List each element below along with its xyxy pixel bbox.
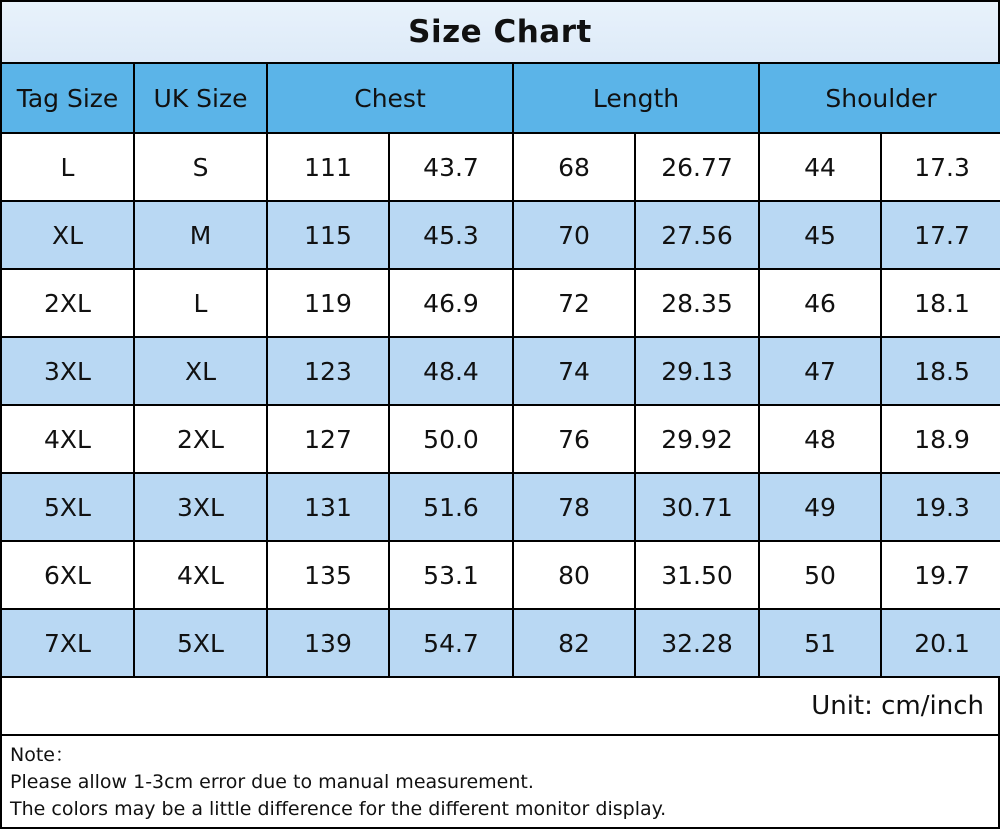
- cell-shoulder-in: 19.7: [881, 541, 1000, 609]
- cell-length-cm: 70: [513, 201, 635, 269]
- cell-length-in: 27.56: [635, 201, 759, 269]
- table-row: [1, 201, 1000, 269]
- cell-uk-size: 2XL: [134, 405, 267, 473]
- cell-uk-size: S: [134, 133, 267, 201]
- cell-tag-size: 6XL: [1, 541, 134, 609]
- cell-tag-size: 7XL: [1, 609, 134, 677]
- cell-chest-in: 51.6: [389, 473, 513, 541]
- cell-length-cm: 82: [513, 609, 635, 677]
- table-header: [1, 63, 1000, 133]
- table-header-row: [1, 63, 1000, 133]
- cell-tag-size: 3XL: [1, 337, 134, 405]
- cell-uk-size: XL: [134, 337, 267, 405]
- cell-uk-size: 3XL: [134, 473, 267, 541]
- cell-chest-in: 45.3: [389, 201, 513, 269]
- cell-chest-cm: 139: [267, 609, 389, 677]
- cell-chest-cm: 135: [267, 541, 389, 609]
- cell-uk-size: 4XL: [134, 541, 267, 609]
- cell-shoulder-in: 18.9: [881, 405, 1000, 473]
- cell-shoulder-in: 18.1: [881, 269, 1000, 337]
- table-row: [1, 541, 1000, 609]
- column-header-shoulder: Shoulder: [759, 63, 1000, 133]
- unit-band: [0, 678, 1000, 736]
- cell-length-cm: 74: [513, 337, 635, 405]
- cell-chest-in: 50.0: [389, 405, 513, 473]
- cell-length-in: 26.77: [635, 133, 759, 201]
- cell-shoulder-in: 19.3: [881, 473, 1000, 541]
- column-header-tag-size: Tag Size: [1, 63, 134, 133]
- cell-length-in: 32.28: [635, 609, 759, 677]
- cell-shoulder-cm: 51: [759, 609, 881, 677]
- column-header-chest: Chest: [267, 63, 513, 133]
- cell-shoulder-in: 18.5: [881, 337, 1000, 405]
- table-row: [1, 133, 1000, 201]
- cell-chest-cm: 127: [267, 405, 389, 473]
- column-header-length: Length: [513, 63, 759, 133]
- cell-shoulder-cm: 45: [759, 201, 881, 269]
- column-header-uk-size: UK Size: [134, 63, 267, 133]
- table-body: [1, 133, 1000, 677]
- cell-tag-size: 4XL: [1, 405, 134, 473]
- cell-tag-size: 2XL: [1, 269, 134, 337]
- note-line-color: The colors may be a little difference for the different monitor display.: [10, 798, 667, 820]
- cell-length-cm: 76: [513, 405, 635, 473]
- cell-tag-size: XL: [1, 201, 134, 269]
- note-heading: Note：: [10, 744, 74, 766]
- cell-shoulder-cm: 46: [759, 269, 881, 337]
- cell-shoulder-cm: 48: [759, 405, 881, 473]
- cell-chest-cm: 115: [267, 201, 389, 269]
- cell-shoulder-cm: 44: [759, 133, 881, 201]
- cell-length-cm: 80: [513, 541, 635, 609]
- cell-chest-in: 48.4: [389, 337, 513, 405]
- cell-length-in: 31.50: [635, 541, 759, 609]
- cell-shoulder-in: 20.1: [881, 609, 1000, 677]
- cell-chest-cm: 131: [267, 473, 389, 541]
- cell-length-in: 30.71: [635, 473, 759, 541]
- note-line-measurement: Please allow 1-3cm error due to manual measurement.: [10, 771, 534, 793]
- table-row: [1, 405, 1000, 473]
- unit-label: Unit: cm/inch: [811, 691, 984, 721]
- table-row: [1, 269, 1000, 337]
- cell-length-cm: 78: [513, 473, 635, 541]
- cell-shoulder-cm: 49: [759, 473, 881, 541]
- cell-shoulder-in: 17.7: [881, 201, 1000, 269]
- size-chart-table: [0, 62, 1000, 678]
- cell-length-in: 29.92: [635, 405, 759, 473]
- cell-uk-size: L: [134, 269, 267, 337]
- cell-length-in: 28.35: [635, 269, 759, 337]
- cell-shoulder-in: 17.3: [881, 133, 1000, 201]
- cell-chest-cm: 123: [267, 337, 389, 405]
- cell-chest-cm: 111: [267, 133, 389, 201]
- cell-shoulder-cm: 50: [759, 541, 881, 609]
- cell-length-cm: 68: [513, 133, 635, 201]
- cell-length-in: 29.13: [635, 337, 759, 405]
- table-row: [1, 609, 1000, 677]
- cell-tag-size: L: [1, 133, 134, 201]
- chart-title-band: [0, 0, 1000, 62]
- cell-chest-in: 43.7: [389, 133, 513, 201]
- notes-section: [0, 736, 1000, 829]
- cell-chest-in: 54.7: [389, 609, 513, 677]
- cell-uk-size: 5XL: [134, 609, 267, 677]
- table-row: [1, 473, 1000, 541]
- cell-chest-in: 46.9: [389, 269, 513, 337]
- cell-chest-cm: 119: [267, 269, 389, 337]
- cell-uk-size: M: [134, 201, 267, 269]
- cell-chest-in: 53.1: [389, 541, 513, 609]
- cell-shoulder-cm: 47: [759, 337, 881, 405]
- cell-tag-size: 5XL: [1, 473, 134, 541]
- table-row: [1, 337, 1000, 405]
- page-title: Size Chart: [408, 14, 592, 50]
- cell-length-cm: 72: [513, 269, 635, 337]
